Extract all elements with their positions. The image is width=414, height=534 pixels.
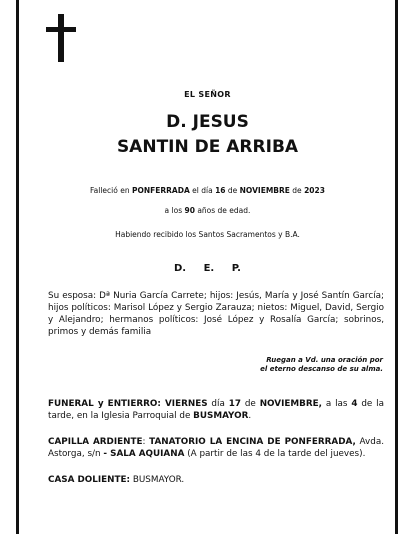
dep-heading: D. E. P.	[174, 263, 241, 274]
sacraments-line: Habiendo recibido los Santos Sacramentos y B.A.	[115, 230, 300, 239]
deceased-name-line1: D. JESUS	[166, 112, 249, 132]
funeral-details: FUNERAL y ENTIERRO: VIERNES día 17 de NOVIEMBRE, a las 4 de la tarde, en la Iglesia Parroquial de BUSMAYOR.	[48, 399, 385, 421]
chapel-details: CAPILLA ARDIENTE: TANATORIO LA ENCINA DE PONFERRADA, Avda. Astorga, s/n - SALA AQUIANA (A partir de las 4 de la tarde del jueves).	[48, 437, 385, 459]
age-value: 90	[184, 206, 195, 215]
death-place: PONFERRADA	[131, 186, 190, 195]
family-paragraph: Su esposa: Dª Nuria García Carrete; hijos: Jesús, María y José Santín García; hijos políticos: Marisol López y Sergio Zarauza; nietos: Miguel, David, Sergio y Alejandro; hermanos políticos: José López y Rosalía García; sobrinos, primos y demás familia	[48, 291, 384, 337]
death-notice: Falleció en PONFERRADA el día 16 de NOVIEMBRE de 2023	[90, 186, 325, 195]
mourning-house: CASA DOLIENTE: BUSMAYOR.	[48, 475, 185, 485]
death-day: 16	[215, 186, 226, 195]
age-line: a los 90 años de edad.	[164, 206, 251, 215]
death-month: NOVIEMBRE	[239, 186, 290, 195]
honorific: EL SEÑOR	[184, 90, 231, 99]
left-border	[16, 0, 19, 534]
right-border	[395, 0, 398, 534]
death-year: 2023	[304, 186, 325, 195]
prayer-request: Ruegan a Vd. una oración por el eterno descanso de su alma.	[260, 356, 383, 373]
cross-icon	[46, 14, 76, 62]
deceased-name-line2: SANTIN DE ARRIBA	[116, 137, 299, 157]
